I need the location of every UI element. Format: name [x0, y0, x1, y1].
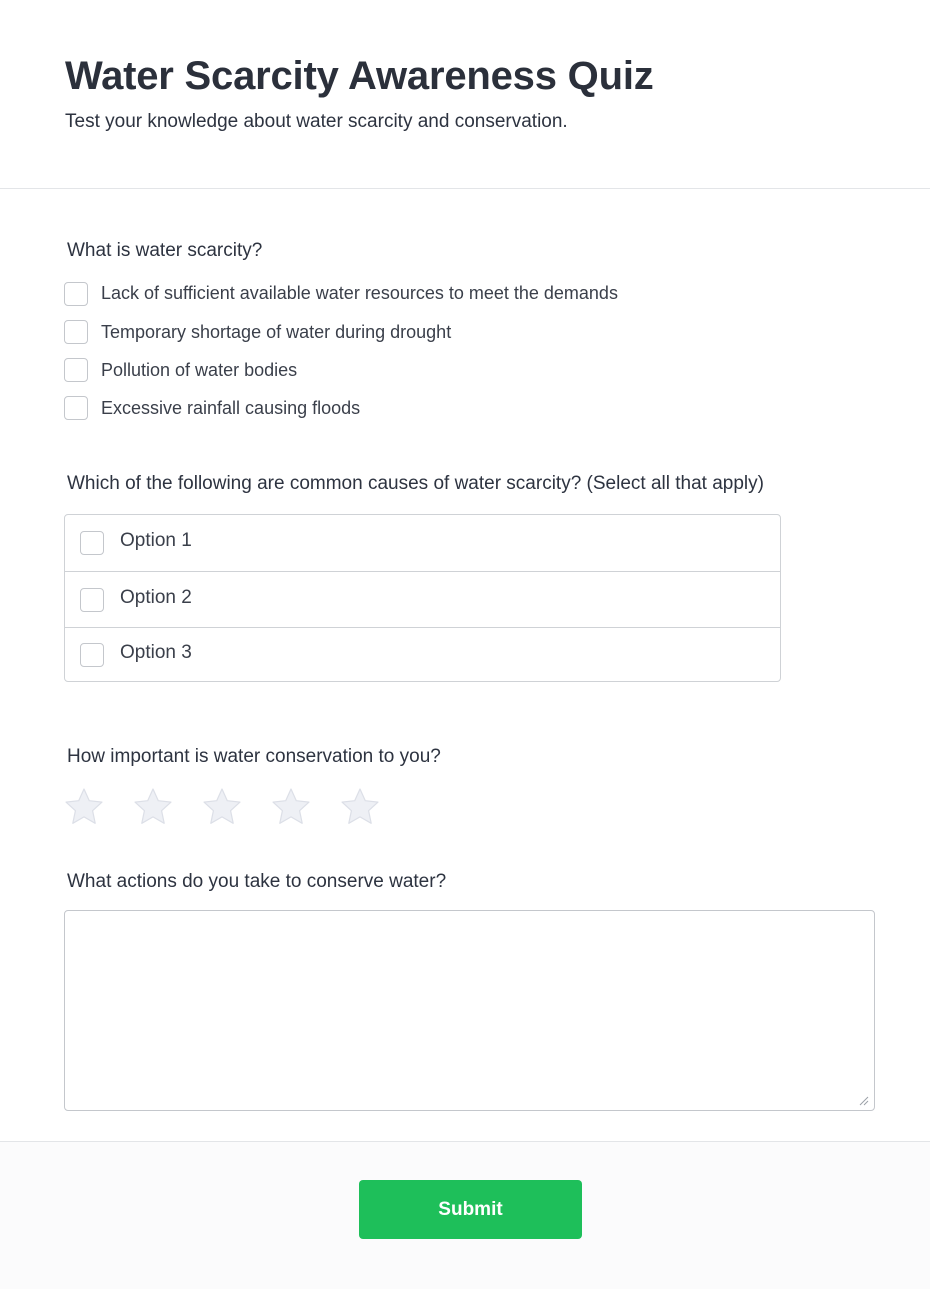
question-3-label: How important is water conservation to you? [67, 746, 441, 767]
option-label: Lack of sufficient available water resources to meet the demands [101, 283, 618, 303]
question-2-label: Which of the following are common causes of water scarcity? (Select all that apply) [67, 473, 764, 494]
page-title: Water Scarcity Awareness Quiz [65, 54, 654, 98]
option-label: Option 3 [120, 642, 192, 663]
option-label: Excessive rainfall causing floods [101, 398, 361, 418]
checkbox[interactable] [64, 358, 88, 382]
conservation-actions-textarea[interactable] [64, 910, 875, 1111]
option-label: Option 1 [120, 530, 192, 551]
star-icon[interactable] [202, 787, 242, 827]
checkbox[interactable] [64, 282, 88, 306]
question-2-option[interactable] [65, 627, 780, 682]
star-icon[interactable] [64, 787, 104, 827]
star-icon[interactable] [133, 787, 173, 827]
resize-handle-icon[interactable] [857, 1094, 869, 1106]
checkbox[interactable] [64, 320, 88, 344]
checkbox[interactable] [64, 396, 88, 420]
question-2-option[interactable] [65, 571, 780, 627]
question-2-option-list [64, 514, 781, 682]
checkbox[interactable] [80, 588, 104, 612]
page-subtitle: Test your knowledge about water scarcity and conservation. [65, 111, 568, 132]
star-icon[interactable] [340, 787, 380, 827]
submit-button[interactable]: Submit [359, 1180, 582, 1239]
checkbox[interactable] [80, 643, 104, 667]
option-label: Temporary shortage of water during drought [101, 322, 452, 342]
star-icon[interactable] [271, 787, 311, 827]
checkbox[interactable] [80, 531, 104, 555]
question-1-label: What is water scarcity? [67, 240, 263, 261]
option-label: Pollution of water bodies [101, 360, 298, 380]
question-4-label: What actions do you take to conserve water? [67, 871, 447, 892]
option-label: Option 2 [120, 587, 192, 608]
quiz-header [0, 0, 930, 189]
question-2-option[interactable] [65, 515, 780, 571]
